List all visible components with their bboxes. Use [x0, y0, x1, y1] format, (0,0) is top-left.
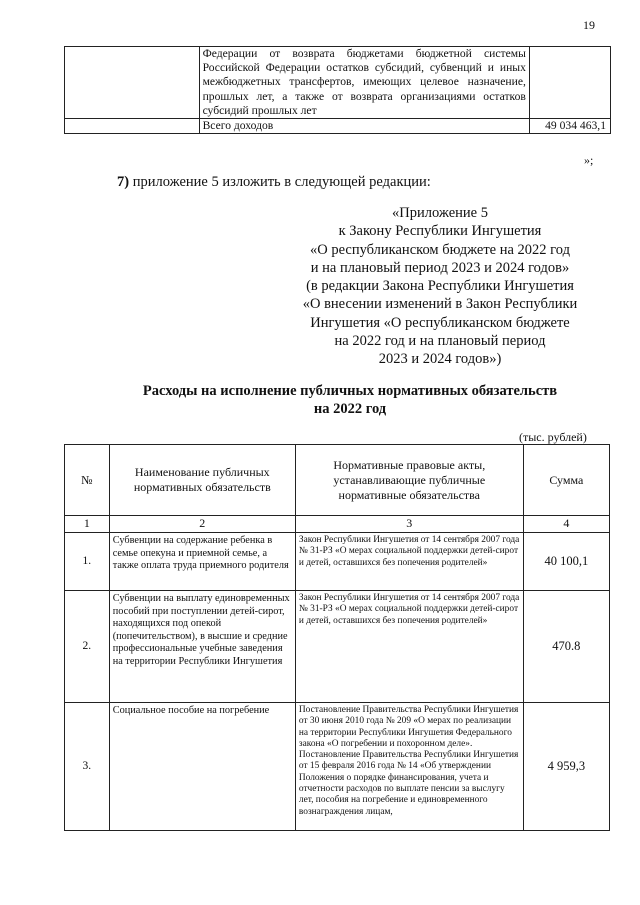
appendix-line: на 2022 год и на плановый период — [334, 333, 546, 350]
empty-cell — [529, 47, 610, 119]
row-name: Субвенции на содержание ребенка в семье опекуна и приемной семье, а также оплата труда приемного родителя — [109, 533, 295, 591]
heading-line: Расходы на исполнение публичных нормативных обязательств — [142, 383, 558, 399]
column-numbers-row — [65, 516, 610, 533]
table-row — [65, 47, 611, 119]
row-name: Социальное пособие на погребение — [109, 703, 295, 831]
row-number: 1. — [65, 533, 110, 591]
table-row — [65, 703, 610, 831]
column-number: 3 — [295, 516, 523, 533]
appendix-line: «Приложение 5 — [392, 205, 488, 221]
row-acts: Постановление Правительства Республики Ингушетия от 30 июня 2010 года № 209 «О мерах по реализации на территории Республики Ингушетия Федерального закона «О погребении и похоронном деле». Постановление Правительства Республики Ингушетия от 15 февраля 2016 года № 14 «Об утверждении Положения о порядке финансирования, учета и отчетности расходов по выплате пенсии за выслугу лет, пособия на погребение и единовременного вознаграждения лицам, — [295, 703, 523, 831]
row-sum: 40 100,1 — [523, 533, 609, 591]
row-acts: Закон Республики Ингушетия от 14 сентября 2007 года № 31-РЗ «О мерах социальной поддержки детей-сирот и детей, оставшихся без попечения родителей» — [295, 591, 523, 703]
column-number: 2 — [109, 516, 295, 533]
total-value: 49 034 463,1 — [529, 119, 610, 134]
column-number: 1 — [65, 516, 110, 533]
heading-line: на 2022 год — [313, 401, 387, 417]
appendix-line: 2023 и 2024 годов») — [378, 351, 502, 368]
header-sum: Сумма — [523, 445, 609, 516]
row-sum: 4 959,3 — [523, 703, 609, 831]
appendix-line: к Закону Республики Ингушетия — [338, 223, 542, 240]
instruction-number: 7) — [117, 174, 130, 190]
appendix-line: и на плановый период 2023 и 2024 годов» — [310, 259, 570, 276]
appendix-line: Ингушетия «О республиканском бюджете — [310, 314, 570, 331]
column-number: 4 — [523, 516, 609, 533]
row-sum: 470.8 — [523, 591, 609, 703]
row-acts: Закон Республики Ингушетия от 14 сентября 2007 года № 31-РЗ «О мерах социальной поддержки детей-сирот и детей, оставшихся без попечения родителей» — [295, 533, 523, 591]
instruction — [117, 174, 431, 191]
page-number: 19 — [583, 18, 595, 32]
table-header-row — [65, 445, 610, 516]
appendix-caption — [270, 204, 610, 369]
appendix-line: «О республиканском бюджете на 2022 год — [310, 241, 570, 258]
units-label: (тыс. рублей) — [519, 430, 587, 444]
income-table-continuation — [64, 46, 611, 134]
total-label: Всего доходов — [199, 119, 529, 134]
row-number: 2. — [65, 591, 110, 703]
empty-cell — [65, 47, 200, 119]
header-name: Наименование публичных нормативных обязательств — [109, 445, 295, 516]
table-row — [65, 591, 610, 703]
header-acts: Нормативные правовые акты, устанавливающие публичные нормативные обязательства — [295, 445, 523, 516]
obligations-table — [64, 444, 610, 831]
instruction-text: приложение 5 изложить в следующей редакции: — [129, 174, 431, 190]
continuation-text: Федерации от возврата бюджетами бюджетной системы Российской Федерации остатков субсидий, субвенций и иных межбюджетных трансфертов, имеющих целевое назначение, прошлых лет, а также от возврата организациями остатков субсидий прошлых лет — [199, 47, 529, 119]
appendix-line: (в редакции Закона Республики Ингушетия — [306, 278, 574, 295]
row-number: 3. — [65, 703, 110, 831]
table-row — [65, 533, 610, 591]
header-num: № — [65, 445, 110, 516]
empty-cell — [65, 119, 200, 134]
appendix-line: «О внесении изменений в Закон Республики — [302, 296, 578, 313]
row-name: Субвенции на выплату единовременных пособий при поступлении детей-сирот, находящихся под опекой (попечительством), в высшие и средние профессиональные учебные заведения на территории Республики Ингушетия — [109, 591, 295, 703]
total-row — [65, 119, 611, 134]
closing-quote: »; — [584, 153, 594, 167]
section-heading — [90, 382, 610, 418]
